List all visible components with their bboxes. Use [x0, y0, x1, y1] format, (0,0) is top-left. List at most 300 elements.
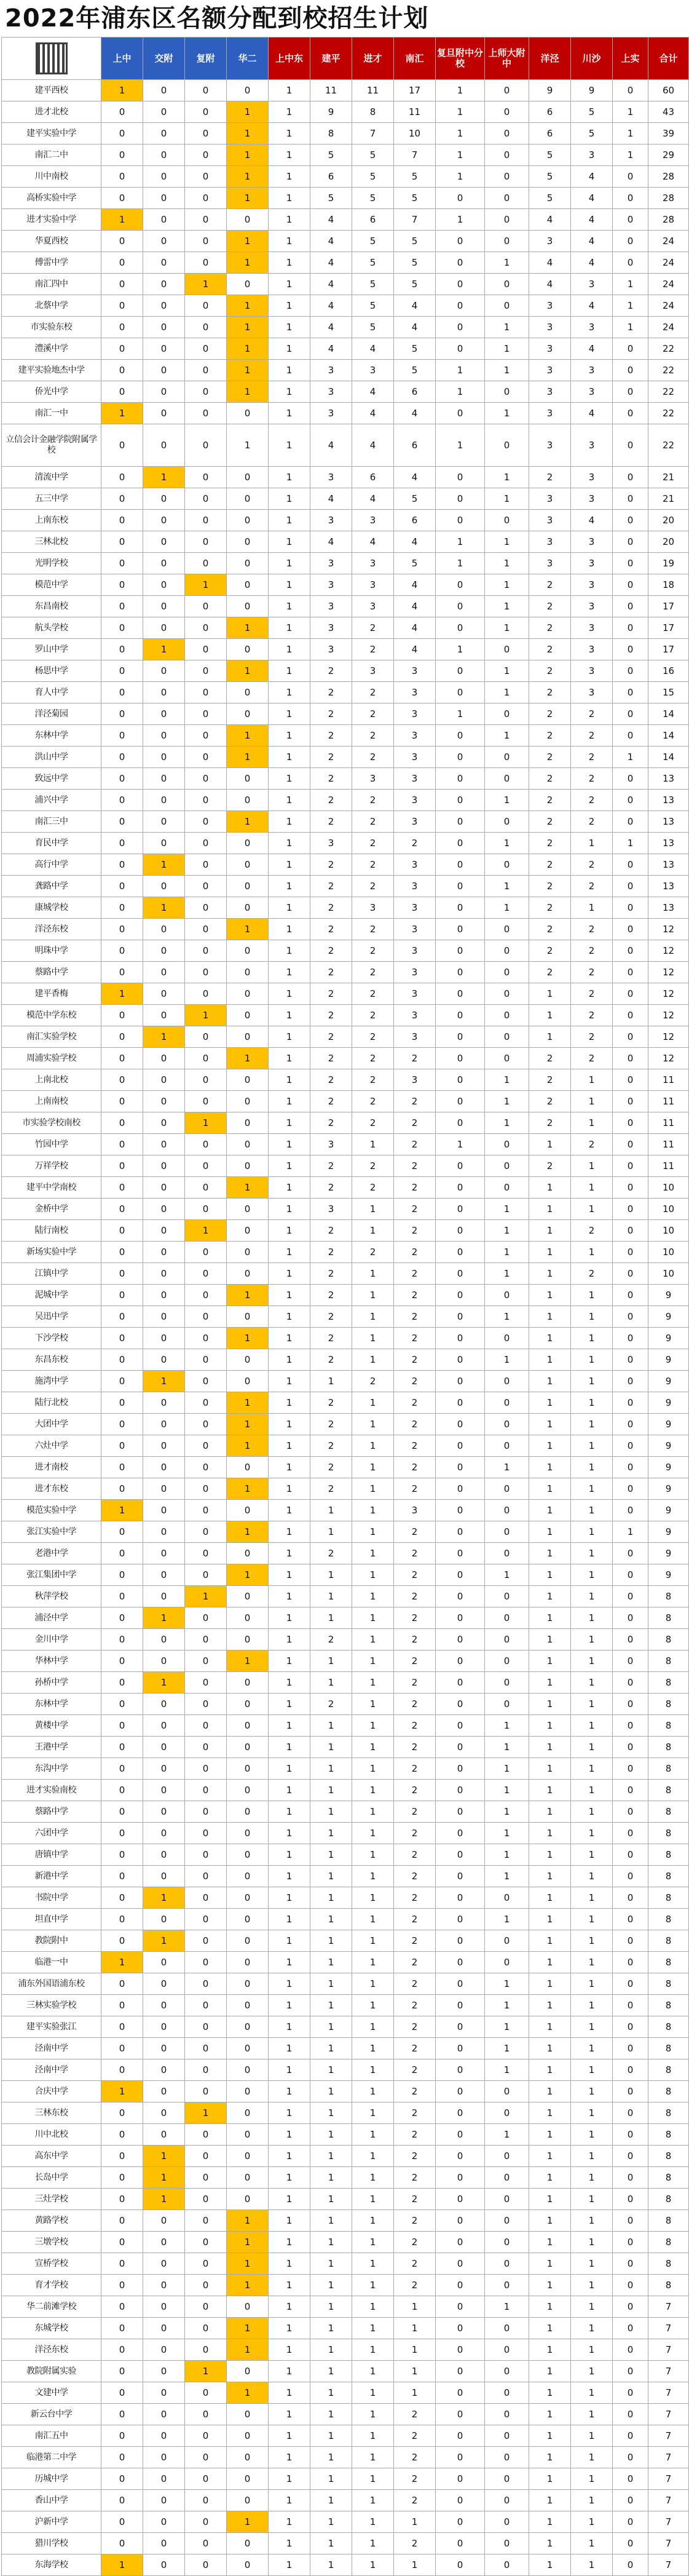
quota-cell: 2 [571, 703, 613, 725]
quota-cell: 3 [310, 381, 352, 403]
quota-cell: 1 [352, 2533, 394, 2554]
table-row [2, 574, 689, 596]
quota-cell: 0 [185, 768, 227, 790]
quota-cell: 0 [143, 2102, 185, 2124]
quota-cell: 3 [529, 381, 571, 403]
table-row [2, 1155, 689, 1177]
total-cell: 24 [648, 231, 689, 252]
quota-cell: 0 [613, 488, 648, 510]
quota-cell: 0 [185, 1285, 227, 1306]
quota-cell: 1 [310, 2533, 352, 2554]
quota-cell: 2 [394, 1543, 436, 1564]
quota-cell: 0 [436, 1651, 485, 1672]
quota-cell: 0 [485, 639, 529, 660]
quota-cell: 1 [529, 1500, 571, 1521]
quota-cell: 0 [436, 2339, 485, 2361]
quota-cell: 0 [101, 2382, 143, 2404]
total-cell: 8 [648, 1930, 689, 1952]
quota-cell: 1 [310, 1758, 352, 1780]
table-row [2, 617, 689, 639]
quota-cell: 4 [394, 574, 436, 596]
quota-cell: 1 [529, 1005, 571, 1026]
header-row [2, 38, 689, 80]
quota-cell: 0 [613, 1844, 648, 1866]
quota-cell: 0 [613, 768, 648, 790]
quota-cell: 1 [485, 1349, 529, 1371]
quota-cell: 0 [613, 1694, 648, 1715]
quota-cell: 1 [310, 2339, 352, 2361]
quota-cell: 0 [436, 617, 485, 639]
total-cell: 12 [648, 983, 689, 1005]
quota-cell: 0 [613, 2059, 648, 2081]
quota-cell: 2 [394, 2232, 436, 2253]
quota-cell: 1 [613, 101, 648, 123]
quota-cell: 1 [352, 1651, 394, 1672]
quota-cell: 2 [310, 1005, 352, 1026]
quota-cell: 0 [101, 617, 143, 639]
quota-cell: 0 [227, 833, 269, 854]
quota-cell: 1 [269, 574, 310, 596]
table-row [2, 1780, 689, 1801]
quota-cell: 1 [269, 295, 310, 317]
quota-cell: 1 [269, 596, 310, 617]
quota-cell: 1 [310, 2167, 352, 2189]
table-row [2, 1500, 689, 1521]
quota-cell: 0 [185, 919, 227, 940]
quota-cell: 7 [394, 209, 436, 231]
quota-cell: 4 [571, 252, 613, 274]
quota-cell: 0 [613, 1887, 648, 1909]
quota-cell: 1 [310, 1500, 352, 1521]
quota-cell: 0 [143, 1478, 185, 1500]
quota-cell: 2 [529, 768, 571, 790]
quota-cell: 1 [485, 660, 529, 682]
quota-cell: 0 [227, 768, 269, 790]
school-name: 洪山中学 [2, 747, 101, 768]
quota-cell: 1 [269, 2533, 310, 2554]
quota-cell: 0 [485, 2189, 529, 2210]
quota-cell: 0 [436, 1758, 485, 1780]
total-cell: 8 [648, 1887, 689, 1909]
table-row [2, 596, 689, 617]
quota-cell: 1 [571, 1715, 613, 1737]
quota-cell: 1 [269, 639, 310, 660]
school-name: 坦直中学 [2, 1909, 101, 1930]
table-row [2, 1801, 689, 1823]
quota-cell: 1 [227, 811, 269, 833]
quota-cell: 0 [436, 1930, 485, 1952]
quota-cell: 2 [394, 2468, 436, 2490]
quota-cell: 0 [436, 1048, 485, 1069]
quota-cell: 2 [571, 940, 613, 962]
quota-cell: 0 [227, 1930, 269, 1952]
quota-cell: 0 [485, 2533, 529, 2554]
quota-cell: 0 [613, 1091, 648, 1112]
quota-cell: 0 [613, 1651, 648, 1672]
quota-cell: 5 [394, 553, 436, 574]
quota-cell: 0 [436, 2425, 485, 2447]
quota-cell: 0 [613, 1564, 648, 1586]
total-cell: 7 [648, 2511, 689, 2533]
quota-cell: 0 [436, 1694, 485, 1715]
quota-cell: 0 [143, 1435, 185, 1457]
total-cell: 9 [648, 1564, 689, 1586]
total-cell: 13 [648, 876, 689, 897]
quota-cell: 1 [269, 403, 310, 424]
quota-cell: 0 [185, 1629, 227, 1651]
quota-cell: 1 [571, 1543, 613, 1564]
quota-cell: 0 [101, 2275, 143, 2296]
quota-cell: 0 [185, 2533, 227, 2554]
quota-cell: 1 [310, 1521, 352, 1543]
quota-cell: 5 [394, 231, 436, 252]
quota-cell: 0 [101, 101, 143, 123]
quota-cell: 4 [352, 403, 394, 424]
quota-cell: 0 [143, 274, 185, 295]
column-header: 洋泾 [529, 38, 571, 80]
quota-cell: 1 [269, 381, 310, 403]
quota-cell: 1 [485, 1457, 529, 1478]
quota-cell: 0 [185, 1392, 227, 1414]
quota-cell: 1 [571, 1306, 613, 1328]
quota-cell: 0 [485, 854, 529, 876]
quota-cell: 0 [613, 1220, 648, 1242]
table-row [2, 1478, 689, 1500]
total-cell: 9 [648, 1435, 689, 1457]
quota-cell: 4 [394, 596, 436, 617]
quota-cell: 1 [529, 1414, 571, 1435]
quota-cell: 1 [529, 1952, 571, 1973]
quota-cell: 0 [613, 1930, 648, 1952]
quota-cell: 2 [394, 1220, 436, 1242]
quota-cell: 2 [394, 1651, 436, 1672]
quota-cell: 1 [352, 1909, 394, 1930]
quota-cell: 1 [571, 2167, 613, 2189]
school-name: 金川中学 [2, 1629, 101, 1651]
quota-cell: 2 [394, 2189, 436, 2210]
quota-cell: 0 [436, 295, 485, 317]
total-cell: 8 [648, 1758, 689, 1780]
quota-cell: 0 [185, 2016, 227, 2038]
quota-cell: 1 [529, 2296, 571, 2318]
quota-cell: 0 [613, 617, 648, 639]
school-name: 六团中学 [2, 1823, 101, 1844]
total-cell: 13 [648, 854, 689, 876]
quota-cell: 0 [143, 811, 185, 833]
quota-cell: 0 [436, 338, 485, 360]
quota-cell: 1 [485, 1844, 529, 1866]
quota-cell: 0 [227, 1866, 269, 1887]
quota-cell: 1 [571, 1435, 613, 1457]
quota-cell: 1 [143, 2189, 185, 2210]
quota-cell: 1 [529, 1694, 571, 1715]
quota-cell: 0 [185, 2253, 227, 2275]
school-name: 高行中学 [2, 854, 101, 876]
quota-cell: 1 [485, 1263, 529, 1285]
table-row [2, 360, 689, 381]
quota-cell: 1 [529, 1220, 571, 1242]
quota-cell: 1 [227, 2275, 269, 2296]
quota-cell: 5 [571, 101, 613, 123]
school-name: 建平西校 [2, 80, 101, 101]
quota-cell: 0 [436, 1801, 485, 1823]
quota-cell: 0 [613, 2296, 648, 2318]
table-row [2, 1737, 689, 1758]
quota-cell: 0 [436, 725, 485, 747]
quota-cell: 1 [352, 2296, 394, 2318]
quota-cell: 0 [143, 424, 185, 467]
quota-cell: 0 [436, 2404, 485, 2425]
quota-cell: 0 [485, 811, 529, 833]
quota-cell: 1 [613, 317, 648, 338]
school-name: 秋萍学校 [2, 1586, 101, 1607]
quota-cell: 1 [310, 2490, 352, 2511]
total-cell: 11 [648, 1134, 689, 1155]
quota-cell: 3 [571, 381, 613, 403]
quota-cell: 0 [227, 2081, 269, 2102]
quota-cell: 0 [227, 1306, 269, 1328]
quota-cell: 0 [485, 1543, 529, 1564]
quota-cell: 2 [529, 854, 571, 876]
total-cell: 8 [648, 1866, 689, 1887]
table-row [2, 2038, 689, 2059]
quota-cell: 0 [143, 2318, 185, 2339]
quota-cell: 0 [436, 1242, 485, 1263]
quota-cell: 1 [227, 360, 269, 381]
quota-cell: 0 [185, 1543, 227, 1564]
quota-cell: 1 [352, 2146, 394, 2167]
quota-cell: 0 [101, 1651, 143, 1672]
quota-cell: 3 [394, 962, 436, 983]
school-name: 蔡路中学 [2, 962, 101, 983]
quota-cell: 2 [394, 1758, 436, 1780]
quota-cell: 1 [101, 403, 143, 424]
quota-cell: 0 [185, 1306, 227, 1328]
total-cell: 9 [648, 1285, 689, 1306]
quota-cell: 0 [485, 2339, 529, 2361]
quota-cell: 0 [227, 2038, 269, 2059]
column-header: 上中 [101, 38, 143, 80]
quota-cell: 2 [310, 854, 352, 876]
quota-cell: 2 [310, 1543, 352, 1564]
quota-cell: 0 [143, 338, 185, 360]
table-row [2, 811, 689, 833]
quota-cell: 3 [310, 639, 352, 660]
quota-cell: 3 [529, 338, 571, 360]
quota-cell: 2 [394, 2081, 436, 2102]
quota-cell: 3 [394, 919, 436, 940]
quota-cell: 1 [269, 1371, 310, 1392]
quota-cell: 0 [185, 2210, 227, 2232]
quota-cell: 2 [394, 1823, 436, 1844]
total-cell: 14 [648, 747, 689, 768]
total-cell: 9 [648, 1328, 689, 1349]
quota-cell: 2 [310, 1694, 352, 1715]
quota-cell: 1 [269, 2189, 310, 2210]
quota-cell: 0 [613, 209, 648, 231]
quota-cell: 1 [352, 1349, 394, 1371]
quota-cell: 1 [352, 2361, 394, 2382]
quota-cell: 2 [394, 2533, 436, 2554]
quota-cell: 0 [613, 682, 648, 703]
total-cell: 10 [648, 1177, 689, 1199]
quota-cell: 1 [143, 1930, 185, 1952]
quota-cell: 0 [101, 2490, 143, 2511]
quota-cell: 1 [227, 1564, 269, 1586]
quota-cell: 0 [436, 833, 485, 854]
quota-cell: 0 [436, 1543, 485, 1564]
quota-cell: 0 [101, 338, 143, 360]
quota-cell: 0 [143, 574, 185, 596]
quota-cell: 0 [185, 424, 227, 467]
total-cell: 7 [648, 2425, 689, 2447]
quota-cell: 0 [185, 703, 227, 725]
quota-cell: 1 [310, 1672, 352, 1694]
table-row [2, 338, 689, 360]
quota-cell: 1 [352, 1952, 394, 1973]
quota-cell: 0 [227, 940, 269, 962]
table-row [2, 1887, 689, 1909]
quota-cell: 0 [485, 2081, 529, 2102]
quota-cell: 0 [101, 725, 143, 747]
total-cell: 8 [648, 2232, 689, 2253]
quota-cell: 2 [352, 747, 394, 768]
quota-cell: 0 [185, 2232, 227, 2253]
quota-cell: 0 [436, 876, 485, 897]
quota-cell: 2 [394, 2038, 436, 2059]
school-name: 金桥中学 [2, 1199, 101, 1220]
quota-cell: 0 [101, 1392, 143, 1414]
school-name: 黄路学校 [2, 2210, 101, 2232]
quota-cell: 2 [394, 1199, 436, 1220]
quota-cell: 2 [529, 1048, 571, 1069]
school-name: 东沟中学 [2, 1758, 101, 1780]
quota-cell: 3 [310, 403, 352, 424]
quota-cell: 2 [394, 2146, 436, 2167]
quota-cell: 0 [436, 1607, 485, 1629]
quota-cell: 0 [143, 1263, 185, 1285]
quota-cell: 0 [436, 1715, 485, 1737]
total-cell: 14 [648, 725, 689, 747]
quota-cell: 1 [310, 2253, 352, 2275]
table-row [2, 1069, 689, 1091]
quota-cell: 0 [613, 1306, 648, 1328]
quota-cell: 0 [613, 2447, 648, 2468]
quota-cell: 1 [310, 1715, 352, 1737]
quota-cell: 0 [227, 2059, 269, 2081]
quota-cell: 0 [143, 1048, 185, 1069]
quota-cell: 2 [310, 1328, 352, 1349]
quota-cell: 4 [310, 209, 352, 231]
quota-cell: 3 [529, 403, 571, 424]
quota-cell: 1 [352, 2468, 394, 2490]
quota-cell: 1 [571, 2038, 613, 2059]
quota-cell: 11 [394, 101, 436, 123]
quota-cell: 0 [143, 682, 185, 703]
quota-cell: 0 [101, 381, 143, 403]
quota-cell: 1 [227, 919, 269, 940]
quota-cell: 1 [310, 1952, 352, 1973]
quota-cell: 0 [436, 940, 485, 962]
quota-cell: 0 [185, 1521, 227, 1543]
quota-cell: 1 [227, 317, 269, 338]
quota-cell: 2 [310, 1155, 352, 1177]
quota-cell: 1 [485, 1973, 529, 1995]
quota-cell: 1 [529, 983, 571, 1005]
total-cell: 24 [648, 317, 689, 338]
total-cell: 8 [648, 2016, 689, 2038]
quota-cell: 1 [394, 2296, 436, 2318]
table-row [2, 1930, 689, 1952]
quota-cell: 1 [269, 2511, 310, 2533]
quota-cell: 0 [143, 1973, 185, 1995]
table-row [2, 639, 689, 660]
quota-cell: 0 [613, 919, 648, 940]
quota-cell: 3 [310, 617, 352, 639]
quota-cell: 1 [227, 1651, 269, 1672]
table-row [2, 1758, 689, 1780]
quota-cell: 0 [436, 1026, 485, 1048]
quota-cell: 0 [613, 1543, 648, 1564]
quota-cell: 1 [436, 1134, 485, 1155]
total-cell: 43 [648, 101, 689, 123]
quota-cell: 0 [227, 274, 269, 295]
quota-cell: 0 [101, 2318, 143, 2339]
school-name: 三墩学校 [2, 2232, 101, 2253]
quota-cell: 4 [310, 338, 352, 360]
quota-cell: 0 [101, 252, 143, 274]
total-cell: 8 [648, 2253, 689, 2275]
school-name: 三灶学校 [2, 2189, 101, 2210]
quota-cell: 2 [571, 983, 613, 1005]
quota-cell: 1 [485, 553, 529, 574]
quota-cell: 1 [571, 2189, 613, 2210]
quota-cell: 0 [485, 1672, 529, 1694]
quota-cell: 1 [269, 1629, 310, 1651]
table-row [2, 274, 689, 295]
quota-cell: 1 [571, 2339, 613, 2361]
quota-cell: 1 [529, 2059, 571, 2081]
quota-cell: 1 [485, 617, 529, 639]
quota-cell: 0 [185, 2146, 227, 2167]
quota-cell: 1 [269, 1737, 310, 1758]
quota-cell: 8 [352, 101, 394, 123]
quota-cell: 1 [571, 2146, 613, 2167]
school-name: 泾南中学 [2, 2038, 101, 2059]
quota-cell: 1 [571, 2275, 613, 2296]
quota-cell: 1 [485, 317, 529, 338]
quota-cell: 1 [269, 962, 310, 983]
quota-cell: 2 [394, 1134, 436, 1155]
quota-cell: 0 [613, 80, 648, 101]
quota-cell: 0 [227, 2425, 269, 2447]
quota-cell: 1 [352, 1887, 394, 1909]
quota-cell: 0 [101, 1672, 143, 1694]
quota-cell: 1 [485, 360, 529, 381]
quota-cell: 1 [310, 1909, 352, 1930]
quota-cell: 0 [436, 1909, 485, 1930]
quota-cell: 1 [227, 1435, 269, 1457]
quota-cell: 2 [529, 940, 571, 962]
total-cell: 7 [648, 2468, 689, 2490]
quota-cell: 1 [269, 2275, 310, 2296]
quota-cell: 1 [352, 1672, 394, 1694]
quota-cell: 0 [185, 295, 227, 317]
quota-cell: 1 [185, 2102, 227, 2124]
quota-cell: 0 [101, 1801, 143, 1823]
quota-cell: 0 [143, 2253, 185, 2275]
quota-cell: 1 [269, 1801, 310, 1823]
